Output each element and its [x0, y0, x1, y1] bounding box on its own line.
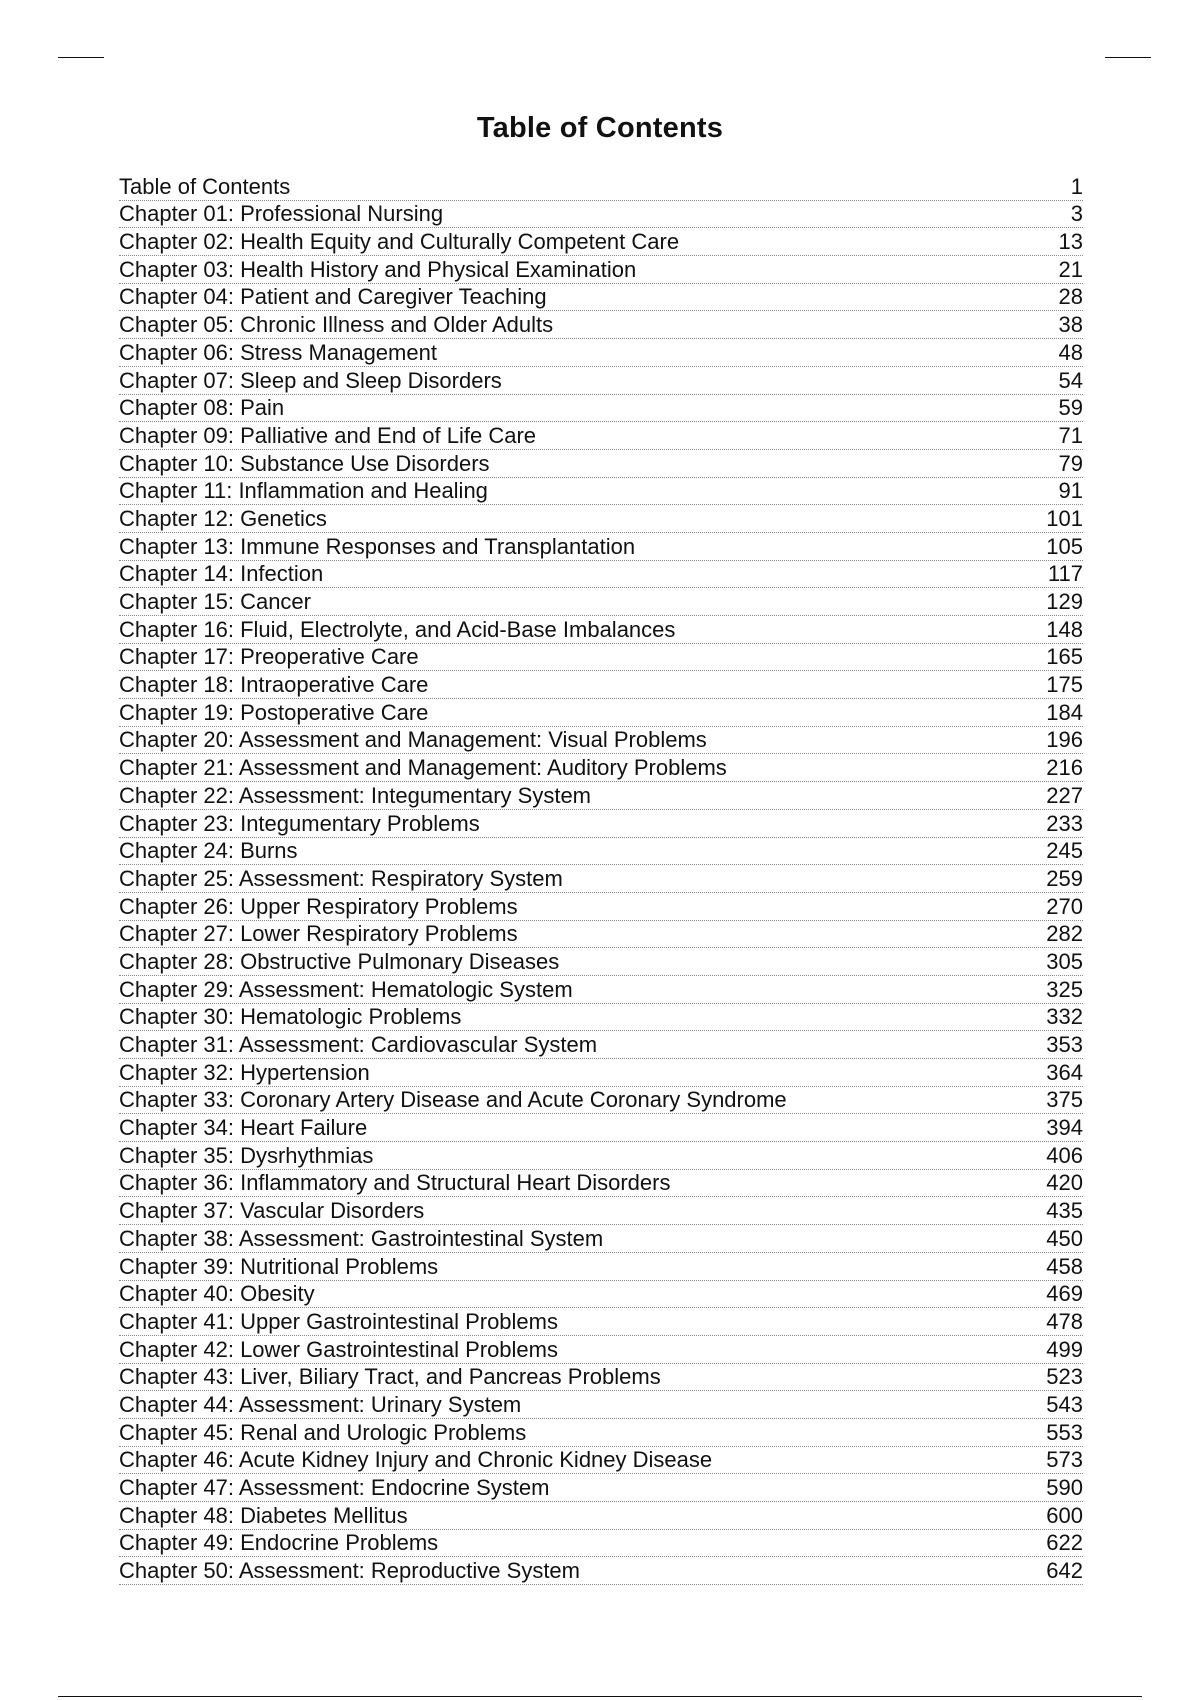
toc-entry-page-number[interactable]: 21	[1058, 256, 1083, 282]
toc-entry-title[interactable]: Chapter 13: Immune Responses and Transplantation	[119, 533, 636, 559]
toc-entry-title[interactable]: Chapter 26: Upper Respiratory Problems	[119, 893, 518, 919]
toc-entry[interactable]	[119, 1391, 1083, 1419]
toc-entry-title[interactable]: Chapter 27: Lower Respiratory Problems	[119, 921, 518, 947]
toc-entry-page-number[interactable]: 259	[1046, 865, 1083, 891]
toc-entry[interactable]	[119, 533, 1083, 561]
toc-entry-title[interactable]: Chapter 10: Substance Use Disorders	[119, 450, 490, 476]
toc-entry[interactable]	[119, 976, 1083, 1004]
toc-entry[interactable]	[119, 1142, 1083, 1170]
toc-entry[interactable]	[119, 505, 1083, 533]
toc-entry-page-number[interactable]: 117	[1047, 561, 1083, 587]
toc-entry[interactable]	[119, 1281, 1083, 1309]
toc-entry-title[interactable]: Chapter 21: Assessment and Management: Auditory Problems	[119, 755, 727, 781]
toc-entry[interactable]	[119, 1364, 1083, 1392]
toc-entry[interactable]	[119, 838, 1083, 866]
toc-entry[interactable]	[119, 893, 1083, 921]
toc-entry-page-number[interactable]: 13	[1058, 229, 1083, 255]
toc-entry[interactable]	[119, 1474, 1083, 1502]
toc-entry[interactable]	[119, 727, 1083, 755]
toc-entry[interactable]	[119, 1170, 1083, 1198]
toc-entry-title[interactable]: Chapter 23: Integumentary Problems	[119, 810, 480, 836]
toc-entry-page-number[interactable]: 553	[1046, 1419, 1083, 1445]
toc-entry[interactable]	[119, 173, 1083, 201]
toc-entry[interactable]	[119, 1197, 1083, 1225]
toc-entry-page-number[interactable]: 227	[1046, 782, 1083, 808]
toc-entry[interactable]	[119, 1447, 1083, 1475]
toc-entry-page-number[interactable]: 364	[1046, 1059, 1083, 1085]
toc-entry[interactable]	[119, 754, 1083, 782]
toc-entry[interactable]	[119, 1087, 1083, 1115]
toc-entry[interactable]	[119, 616, 1083, 644]
toc-entry-title[interactable]: Chapter 07: Sleep and Sleep Disorders	[119, 367, 502, 393]
toc-entry-page-number[interactable]: 175	[1046, 672, 1083, 698]
toc-entry-title[interactable]: Chapter 48: Diabetes Mellitus	[119, 1502, 408, 1528]
toc-entry[interactable]	[119, 228, 1083, 256]
toc-entry-title[interactable]: Chapter 35: Dysrhythmias	[119, 1142, 374, 1168]
toc-entry-title[interactable]: Chapter 04: Patient and Caregiver Teaching	[119, 284, 547, 310]
toc-entry[interactable]	[119, 1530, 1083, 1558]
toc-entry-title[interactable]: Chapter 14: Infection	[119, 561, 324, 587]
toc-entry-page-number[interactable]: 79	[1058, 450, 1083, 476]
toc-entry-title[interactable]: Chapter 11: Inflammation and Healing	[119, 478, 488, 504]
toc-entry-page-number[interactable]: 1	[1070, 173, 1083, 199]
toc-entry-page-number[interactable]: 573	[1046, 1447, 1083, 1473]
toc-entry-page-number[interactable]: 420	[1046, 1170, 1083, 1196]
toc-entry-title[interactable]: Chapter 25: Assessment: Respiratory System	[119, 865, 563, 891]
toc-entry[interactable]	[119, 450, 1083, 478]
toc-entry-title[interactable]: Chapter 02: Health Equity and Culturally Competent Care	[119, 229, 680, 255]
toc-entry[interactable]	[119, 1308, 1083, 1336]
toc-entry-title[interactable]: Chapter 45: Renal and Urologic Problems	[119, 1419, 527, 1445]
toc-entry-page-number[interactable]: 129	[1046, 589, 1083, 614]
toc-entry[interactable]	[119, 644, 1083, 672]
toc-entry-title[interactable]: Chapter 06: Stress Management	[119, 339, 437, 365]
toc-entry-title[interactable]: Chapter 42: Lower Gastrointestinal Problems	[119, 1336, 558, 1362]
toc-entry-page-number[interactable]: 469	[1046, 1281, 1083, 1307]
toc-entry-page-number[interactable]: 216	[1046, 755, 1083, 781]
toc-entry-title[interactable]: Chapter 22: Assessment: Integumentary System	[119, 782, 592, 808]
toc-entry-title[interactable]: Chapter 28: Obstructive Pulmonary Diseases	[119, 948, 560, 974]
toc-entry-page-number[interactable]: 543	[1046, 1391, 1083, 1417]
toc-entry-title[interactable]: Table of Contents	[119, 173, 291, 199]
toc-entry-title[interactable]: Chapter 49: Endocrine Problems	[119, 1530, 439, 1556]
toc-entry-page-number[interactable]: 28	[1058, 284, 1083, 310]
toc-entry[interactable]	[119, 339, 1083, 367]
toc-entry-title[interactable]: Chapter 30: Hematologic Problems	[119, 1004, 462, 1030]
toc-entry-title[interactable]: Chapter 20: Assessment and Management: Visual Problems	[119, 727, 707, 753]
top-right-corner-mark	[1105, 57, 1151, 58]
toc-entry-page-number[interactable]: 332	[1046, 1004, 1083, 1030]
toc-entry-page-number[interactable]: 148	[1046, 616, 1083, 642]
toc-entry-page-number[interactable]: 435	[1046, 1198, 1083, 1224]
toc-entry-page-number[interactable]: 353	[1046, 1032, 1083, 1057]
toc-entry-page-number[interactable]: 59	[1058, 395, 1083, 421]
toc-entry[interactable]	[119, 588, 1083, 616]
toc-entry-title[interactable]: Chapter 31: Assessment: Cardiovascular System	[119, 1032, 598, 1057]
toc-entry-title[interactable]: Chapter 44: Assessment: Urinary System	[119, 1391, 522, 1417]
toc-entry-page-number[interactable]: 54	[1058, 367, 1083, 393]
toc-entry[interactable]	[119, 1419, 1083, 1447]
toc-entry-page-number[interactable]: 38	[1058, 312, 1083, 338]
toc-entry-title[interactable]: Chapter 38: Assessment: Gastrointestinal System	[119, 1225, 604, 1251]
toc-entry-title[interactable]: Chapter 36: Inflammatory and Structural Heart Disorders	[119, 1170, 671, 1196]
toc-entry-page-number[interactable]: 233	[1046, 810, 1083, 836]
toc-entry[interactable]	[119, 1031, 1083, 1059]
bottom-rule	[58, 1696, 1142, 1697]
toc-entry[interactable]	[119, 201, 1083, 229]
toc-entry[interactable]	[119, 948, 1083, 976]
toc-entry-page-number[interactable]: 3	[1070, 201, 1083, 227]
toc-entry[interactable]	[119, 1253, 1083, 1281]
toc-entry[interactable]	[119, 311, 1083, 339]
toc-entry-title[interactable]: Chapter 47: Assessment: Endocrine System	[119, 1475, 550, 1500]
toc-entry[interactable]	[119, 699, 1083, 727]
toc-entry-page-number[interactable]: 71	[1058, 422, 1083, 448]
toc-entry-page-number[interactable]: 196	[1046, 727, 1083, 753]
toc-entry-page-number[interactable]: 305	[1046, 948, 1083, 974]
toc-entry[interactable]	[119, 1502, 1083, 1530]
toc-entry-title[interactable]: Chapter 19: Postoperative Care	[119, 699, 429, 725]
toc-entry[interactable]	[119, 810, 1083, 838]
toc-entry-title[interactable]: Chapter 33: Coronary Artery Disease and Acute Coronary Syndrome	[119, 1087, 787, 1113]
toc-entry-title[interactable]: Chapter 12: Genetics	[119, 505, 327, 531]
toc-entry[interactable]	[119, 1114, 1083, 1142]
toc-entry[interactable]	[119, 256, 1083, 284]
toc-entry[interactable]	[119, 367, 1083, 395]
toc-entry-page-number[interactable]: 91	[1058, 478, 1083, 504]
toc-entry-title[interactable]: Chapter 50: Assessment: Reproductive System	[119, 1558, 580, 1584]
toc-entry[interactable]	[119, 1225, 1083, 1253]
toc-entry-page-number[interactable]: 375	[1046, 1087, 1083, 1113]
toc-entry-title[interactable]: Chapter 03: Health History and Physical Examination	[119, 256, 637, 282]
toc-entry-title[interactable]: Chapter 16: Fluid, Electrolyte, and Acid-Base Imbalances	[119, 616, 676, 642]
toc-entry-page-number[interactable]: 105	[1046, 533, 1083, 559]
toc-entry-title[interactable]: Chapter 15: Cancer	[119, 589, 311, 614]
toc-entry-page-number[interactable]: 499	[1046, 1336, 1083, 1362]
toc-entry-title[interactable]: Chapter 34: Heart Failure	[119, 1115, 368, 1141]
toc-entry-title[interactable]: Chapter 17: Preoperative Care	[119, 644, 419, 670]
toc-entry[interactable]	[119, 782, 1083, 810]
toc-entry-title[interactable]: Chapter 37: Vascular Disorders	[119, 1198, 425, 1224]
toc-entry[interactable]	[119, 284, 1083, 312]
toc-entry-page-number[interactable]: 642	[1046, 1558, 1083, 1584]
toc-entry-page-number[interactable]: 450	[1046, 1225, 1083, 1251]
toc-entry-title[interactable]: Chapter 32: Hypertension	[119, 1059, 370, 1085]
toc-entry-page-number[interactable]: 184	[1046, 699, 1083, 725]
toc-entry-title[interactable]: Chapter 08: Pain	[119, 395, 285, 421]
toc-entry-title[interactable]: Chapter 05: Chronic Illness and Older Adults	[119, 312, 554, 338]
toc-entry[interactable]	[119, 865, 1083, 893]
toc-entry-page-number[interactable]: 282	[1046, 921, 1083, 947]
toc-entry-page-number[interactable]: 270	[1046, 893, 1083, 919]
toc-entry-title[interactable]: Chapter 39: Nutritional Problems	[119, 1253, 439, 1279]
toc-entry-title[interactable]: Chapter 40: Obesity	[119, 1281, 315, 1307]
toc-entry-page-number[interactable]: 478	[1046, 1308, 1083, 1334]
toc-entry-title[interactable]: Chapter 24: Burns	[119, 838, 298, 864]
toc-entry[interactable]	[119, 671, 1083, 699]
toc-entry-page-number[interactable]: 48	[1058, 339, 1083, 365]
toc-list	[119, 173, 1083, 1585]
toc-entry[interactable]	[119, 422, 1083, 450]
toc-entry[interactable]	[119, 395, 1083, 423]
toc-entry-title[interactable]: Chapter 41: Upper Gastrointestinal Problems	[119, 1308, 558, 1334]
toc-entry[interactable]	[119, 561, 1083, 589]
toc-entry-page-number[interactable]: 406	[1046, 1142, 1083, 1168]
top-left-corner-mark	[58, 57, 104, 58]
toc-entry[interactable]	[119, 1557, 1083, 1585]
toc-entry[interactable]	[119, 1336, 1083, 1364]
toc-entry[interactable]	[119, 921, 1083, 949]
toc-entry-title[interactable]: Chapter 09: Palliative and End of Life Care	[119, 422, 537, 448]
toc-entry-title[interactable]: Chapter 43: Liver, Biliary Tract, and Pancreas Problems	[119, 1364, 661, 1390]
toc-entry[interactable]	[119, 478, 1083, 506]
toc-entry-page-number[interactable]: 458	[1046, 1253, 1083, 1279]
toc-entry-page-number[interactable]: 325	[1046, 976, 1083, 1002]
toc-entry-page-number[interactable]: 523	[1046, 1364, 1083, 1390]
toc-entry[interactable]	[119, 1004, 1083, 1032]
toc-entry-page-number[interactable]: 101	[1046, 505, 1083, 531]
toc-entry-page-number[interactable]: 165	[1046, 644, 1083, 670]
toc-entry-page-number[interactable]: 245	[1046, 838, 1083, 864]
toc-entry-title[interactable]: Chapter 01: Professional Nursing	[119, 201, 444, 227]
page-title: Table of Contents	[476, 112, 724, 144]
toc-entry-page-number[interactable]: 590	[1046, 1475, 1083, 1500]
toc-entry-title[interactable]: Chapter 29: Assessment: Hematologic System	[119, 976, 573, 1002]
toc-entry-title[interactable]: Chapter 18: Intraoperative Care	[119, 672, 429, 698]
toc-entry-page-number[interactable]: 394	[1046, 1115, 1083, 1141]
toc-entry-title[interactable]: Chapter 46: Acute Kidney Injury and Chronic Kidney Disease	[119, 1447, 713, 1473]
toc-entry-page-number[interactable]: 622	[1046, 1530, 1083, 1556]
toc-entry[interactable]	[119, 1059, 1083, 1087]
toc-entry-page-number[interactable]: 600	[1046, 1502, 1083, 1528]
